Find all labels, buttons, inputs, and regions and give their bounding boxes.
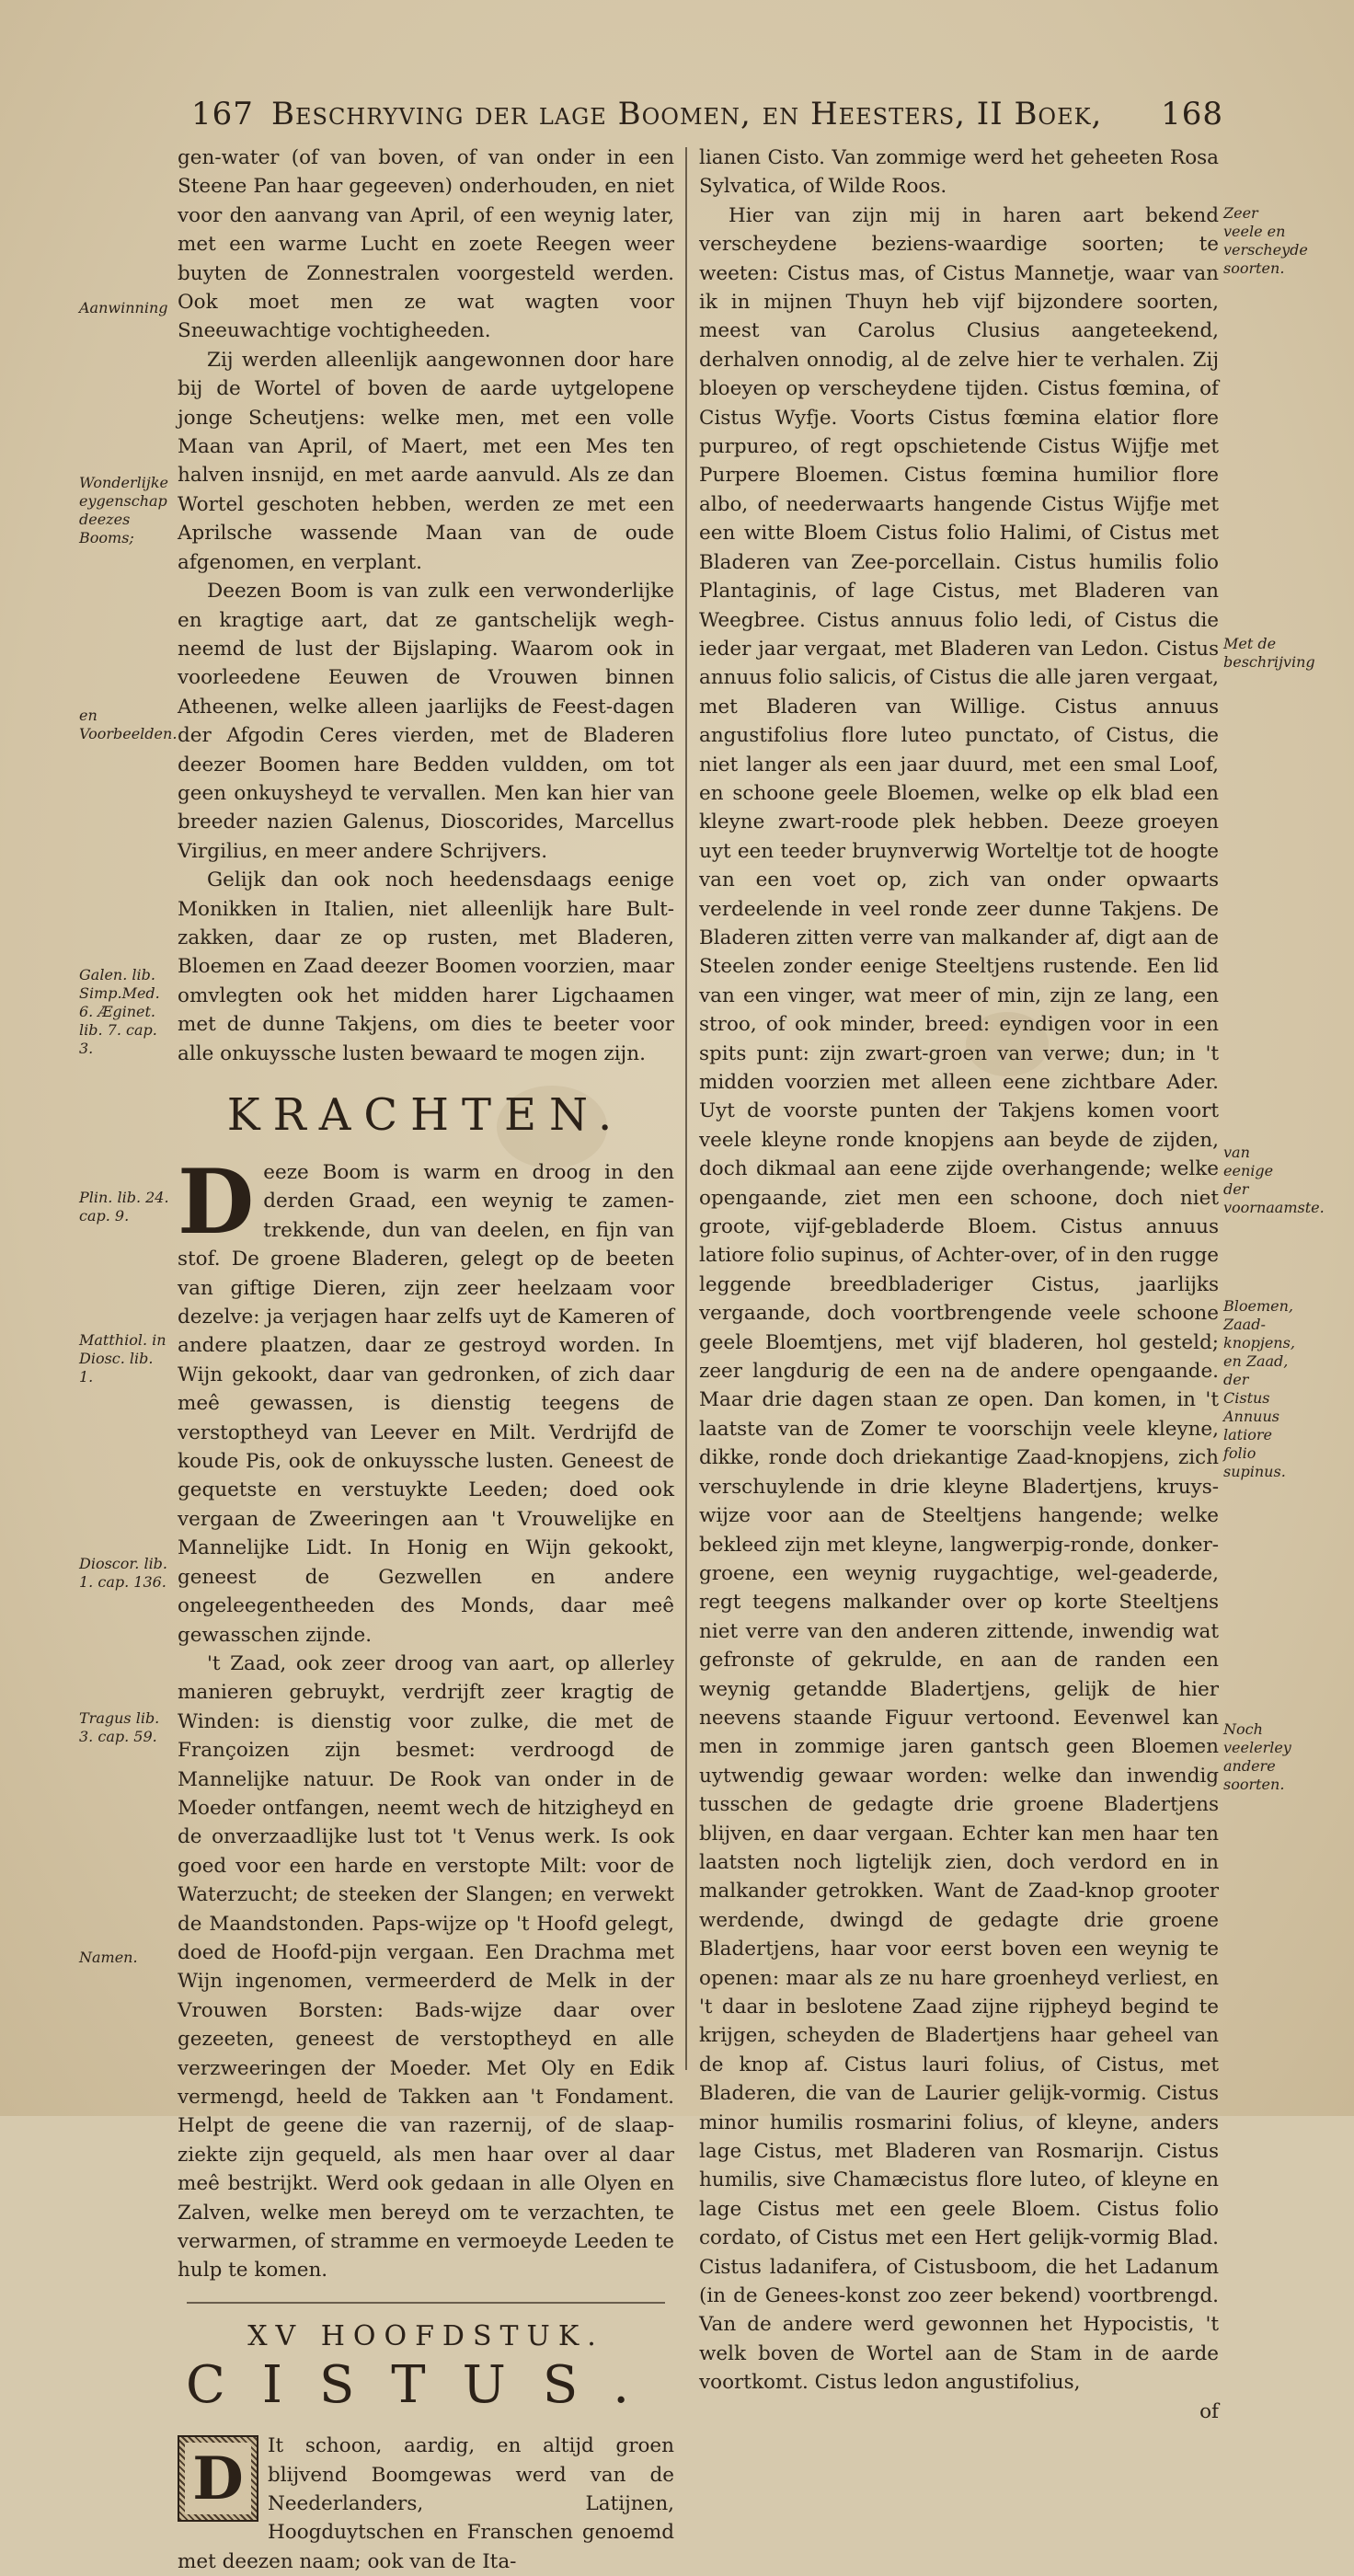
margin-note: Noch veelerley andere soorten. [1223,1720,1291,1793]
paragraph [178,1150,674,1650]
page-title: Beschryving der lage Boomen, en Heesters, II Boek, [271,96,1103,132]
divider-rule [187,2302,665,2304]
paragraph: gen-water (of van boven, of van onder in een Steene Pan haar gegeeven) onderhouden, en niet voor den aanvang van April, of een weynig later, met een warme Lucht en zoete Reegen weer buyten de Zonnestralen voorgesteld werden. Ook moet men ze wat wagten voor Sneeuwachtige vochtigheeden. [178,146,674,343]
chapter-heading: XV HOOFDSTUK. [247,2319,604,2352]
paragraph: lianen Cisto. Van zommige werd het geheeten Rosa Sylvatica, of Wilde Roos. [699,146,1219,199]
margin-note: Aanwinning [79,299,168,316]
margin-note: Galen. lib. Simp.Med. 6. Æginet. lib. 7. cap. 3. [79,966,160,1057]
paragraph-text: It schoon, aardig, en altijd groen blijvend Boomgewas werd van de Neederlanders, Latijnen, Hoogduytschen en Franschen genoemd met deezen naam; ook van de Ita- [178,2434,674,2573]
right-column [699,144,1219,2426]
section-title: KRACHTEN. [226,1089,625,1141]
drop-cap-letter: D [185,2443,251,2514]
paragraph [178,2432,674,2576]
margin-note: van eenige der voornaamste. [1223,1144,1325,1216]
margin-note: en Voorbeelden. [79,707,178,742]
paragraph: 't Zaad, ook zeer droog van aart, op allerley manieren gebruykt, verdrijft zeer kragtig de Winden: is dienstig voor zulke, die met de Françoizen zijn besmet: verdroogd de Mannelijke natuur. De Rook van onder in de Moeder ontfangen, neemt wech de hitzigheyd en de onverzaadlijke lust tot 't Venus werk. Is ook goed voor een harde en verstopte Milt: voor de Waterzucht; de steeken der Slangen; en verwekt de Maandstonden. Paps-wijze op 't Hoofd gelegt, doed de Hoofd-pijn vergaan. Een Drachma met Wijn ingenomen, vermeerderd de Melk in der Vrouwen Borsten: Bads-wijze daar over gezeeten, geneest de verstoptheyd en alle verzweeringen der Moeder. Met Oly en Edik vermengd, heeld de Takken aan 't Fondament. Helpt de geene die van razernij, of de slaap-ziekte zijn gequeld, als men haar over al daar meê bestrijkt. Werd ook gedaan in alle Olyen en Zalven, welke men bereyd om te verzachten, te verwarmen, of stramme en vermoeyde Leeden te hulp te komen. [178,1651,674,2283]
margin-note: Wonderlijke eygenschap deezes Booms; [79,474,169,546]
drop-cap: D [178,1150,255,1254]
margin-note: Tragus lib. 3. cap. 59. [79,1709,160,1745]
left-column [178,144,674,2576]
running-head [175,96,1233,142]
paragraph: Zij werden alleenlijk aangewonnen door hare bij de Wortel of boven de aarde uytgelopene jonge Scheutjens: welke men, met een volle Maan van April, of Maert, met een Mes ten halven insnijd, en met aarde aanvuld. Als ze dan Wortel geschoten hebben, werden ze met een Aprilsche wassende Maan van de oude afgenomen, en verplant. [178,348,674,574]
paragraph: Deezen Boom is van zulk een verwonderlijke en kragtige aart, dat ze gantschelijk wegh-neemd de lust der Bijslaping. Waarom ook in voorleedene Eeuwen de Vrouwen binnen Atheenen, welke alleen jaarlijks de Feest-dagen der Afgodin Ceres vierden, met de Bladeren deezer Boomen hare Bedden vuldden, om tot geen onkuysheyd te vervallen. Men kan hier van breeder nazien Galenus, Dioscorides, Marcellus Virgilius, en meer andere Schrijvers. [178,580,674,863]
margin-note: Plin. lib. 24. cap. 9. [79,1189,169,1225]
margin-note: Namen. [79,1949,138,1966]
page-number-right: 168 [1161,96,1223,132]
paragraph: Hier van zijn mij in haren aart bekend verscheydene beziens-waardige soorten; te weeten: Cistus mas, of Cistus Mannetje, waar van ik in mijnen Thuyn heb vijf bijzondere soorten, meest van Carolus Clusius aangeteekend, derhalven onnodig, al de zelve hier te verhalen. Zij bloeyen op verscheydene tijden. Cistus fœmina, of Cistus Wyfje. Voorts Cistus fœmina elatior flore purpureo, of regt opschietende Cistus Wijfje met Purpere Bloemen. Cistus fœmina humilior flore albo, of neederwaarts hangende Cistus Wijfje met een witte Bloem Cistus folio Halimi, of Cistus met Bladeren van Zee-porcellain. Cistus humilis folio Plantaginis, of lage Cistus, met Bladeren van Weegbree. Cistus annuus folio ledi, of Cistus die ieder jaar vergaat, met Bladeren van Ledon. Cistus annuus folio salicis, of Cistus die alle jaren vergaat, met Bladeren van Willige. Cistus annuus angustifolius flore luteo punctato, of Cistus, die niet langer als een jaar duurd, met een smal Loof, en schoone geele Bloemen, welke op elk blad een kleyne zwart-roode plek hebben. Deeze groeyen uyt een teeder bruynverwig Worteltje tot de hoogte van een voet op, zich van onder opwaarts verdeelende in veel ronde zeer dunne Takjens. De Bladeren zitten verre van malkander af, digt aan de Steelen zonder eenige Steeltjens rustende. Een lid van een vinger, wat meer of min, zijn ze lang, een stroo, of ook minder, breed: eyndigen voor in een spits punt: zijn zwart-groen van verwe; dun; in 't midden voorzien met alleen eene zichtbare Ader. Uyt de voorste punten der Takjens komen voort veele kleyne ronde knopjens aan beyde de zijden, doch dikmaal aan eene zijde overhangende; welke opengaande, ziet men een schoone, doch niet groote, vijf-gebladerde Bloem. Cistus annuus latiore folio supinus, of Achter-over, of in den rugge leggende breedbladeriger Cistus, jaarlijks vergaande, doch voortbrengende veele schoone geele Bloemtjens, met vijf bladeren, hol gesteld; zeer langdurig de een na de andere opengaande. Maar drie dagen staan ze open. Dan komen, in 't laatste van de Zomer te voorschijn veele kleyne, dikke, ronde doch driekantige Zaad-knopjens, zich verschuylende in drie kleyne Bladertjens, kruys-wijze voor aan de Steeltjens hangende; welke bekleed zijn met kleyne, langwerpig-ronde, donker-groene, een weynig ruygachtige, wel-geaderde, regt teegens malkander over op korte Steeltjens niet verre van den anderen zittende, inwendig wat gefronste of gekrulde, en aan de randen een weynig getandde Bladertjens, gelijk de hier neevens staande Figuur vertoond. Eevenwel kan men in zommige jaren gantsch geen Bloemen uytwendig gewaar worden: welke dan inwendig tusschen de gedagte drie groene Bladertjens blijven, en daar vergaan. Echter kan men haar ten laatsten noch ligtelijk zien, doch verdord en in malkander getrokken. Want de Zaad-knop grooter werdende, dwingd de gedagte drie groene Bladertjens, haar voor eerst boven een weynig te openen: maar als ze nu hare groenheyd verliest, en 't daar in beslotene Zaad zijne rijpheyd begind te krijgen, scheyden de Bladertjens haar geheel van de knop af. Cistus lauri folius, of Cistus, met Bladeren, die van de Laurier gelijk-vormig. Cistus minor humilis rosmarini folius, of kleyne, anders lage Cistus, met Bladeren van Rosmarijn. Cistus humilis, sive Chamæcistus flore luteo, of kleyne en lage Cistus met een geele Bloem. Cistus folio cordato, of Cistus met een Hert gelijk-vormig Blad. Cistus ladanifera, of Cistusboom, die het Ladanum (in de Genees-konst zoo zeer bekend) voortbrengd. Van de andere werd gewonnen het Hypocistis, 't welk boven de Wortel aan de Stam in de aarde voortkomt. Cistus ledon angustifolius, [699,203,1219,2395]
paragraph-text: eeze Boom is warm en droog in den derden Graad, een weynig te zamen-trekkende, dun van deelen, en fijn van stof. De groene Bladeren, gelegt op de beeten van giftige Dieren, zijn zeer heelzaam voor dezelve: ja verjagen haar zelfs uyt de Kameren of andere plaatzen, daar ze gestroyd worden. In Wijn gekookt, daar van gedronken, of zich daar meê gewassen, is dienstig teegens de verstoptheyd van Leever en Milt. Verdrijfd de koude Pis, ook de onkuyssche lusten. Geneest de gequetste en verstuykte Leeden; doed ook vergaan de Zweeringen aan 't Vrouwelijke en Mannelijke Lidt. In Honig en Wijn gekookt, geneest de Gezwellen en andere ongeleegentheeden des Monds, daar meê gewasschen zijnde. [178,1161,674,1647]
margin-note: Matthiol. in Diosc. lib. 1. [79,1331,166,1386]
column-divider [685,147,687,2070]
catchword: of [1199,2399,1219,2423]
margin-note: Dioscor. lib. 1. cap. 136. [79,1555,168,1591]
chapter-title: CISTUS. [185,2355,667,2416]
margin-note: Bloemen, Zaad-knopjens, en Zaad, der Cistus Annuus latiore folio supinus. [1223,1297,1295,1480]
page-number-left: 167 [191,96,254,132]
margin-note: Met de beschrijving [1223,635,1315,671]
margin-note: Zeer veele en verscheyde soorten. [1223,204,1308,277]
paragraph: Gelijk dan ook noch heedensdaags eenige Monikken in Italien, niet alleenlijk hare Bult-zakken, daar ze op rusten, met Bladeren, Bloemen en Zaad deezer Boomen voorzien, maar omvlegten ook het midden harer Ligchaamen met de dunne Takjens, om dies te beeter voor alle onkuyssche lusten bewaard te mogen zijn. [178,868,674,1065]
ornamental-drop-cap [178,2435,258,2522]
